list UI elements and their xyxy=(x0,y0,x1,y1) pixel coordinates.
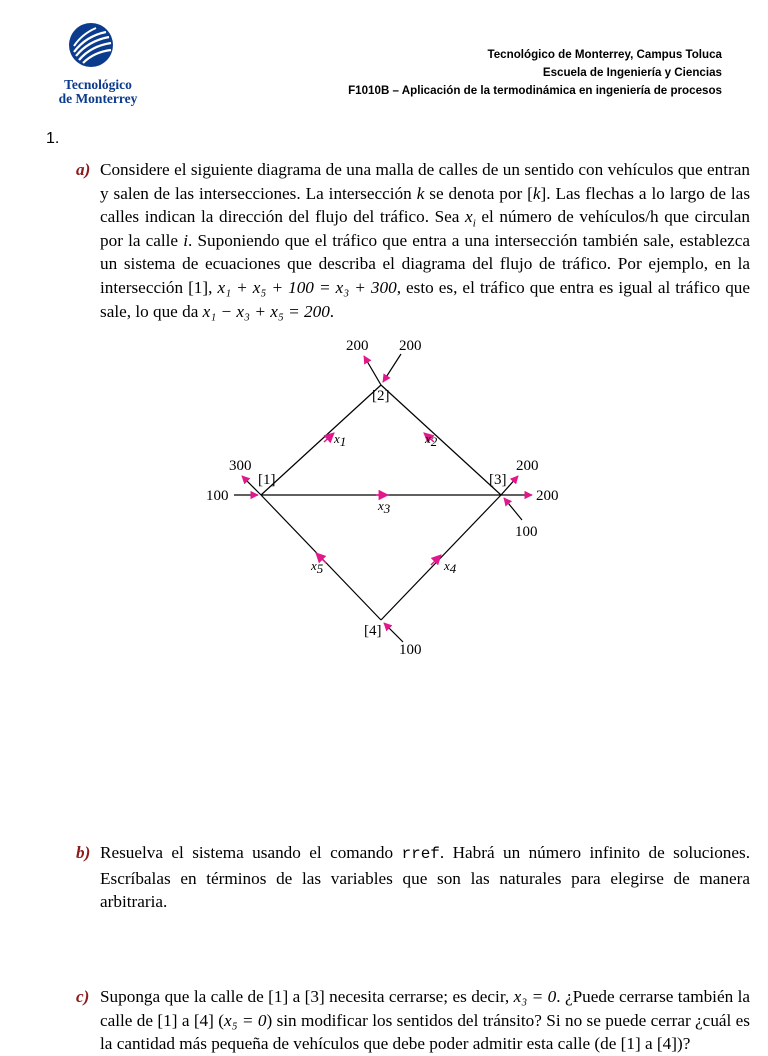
question-number: 1. xyxy=(46,130,60,147)
node-3-label: [3] xyxy=(489,472,507,488)
flow-in-n3-arrow xyxy=(504,498,522,520)
flow-label-n2-in: 200 xyxy=(399,338,422,354)
part-a-label: a) xyxy=(76,160,91,179)
institution-logo xyxy=(56,22,148,106)
logo-wordmark xyxy=(56,78,140,106)
flow-in-n2-arrow xyxy=(383,354,401,382)
var-x5-label: x5 xyxy=(311,558,324,576)
node-4-label: [4] xyxy=(364,623,382,639)
node-2-label: [2] xyxy=(372,388,390,404)
document-header xyxy=(348,46,722,100)
flow-label-n1-in: 100 xyxy=(206,488,229,504)
header-course: F1010B – Aplicación de la termodinámica en ingeniería de procesos xyxy=(348,84,722,97)
header-campus: Tecnológico de Monterrey, Campus Toluca xyxy=(487,48,722,61)
traffic-network-diagram xyxy=(196,330,566,660)
street-4-3 xyxy=(381,495,501,620)
result-equation: x₁ − x₃ + x₅ = 200 xyxy=(202,301,330,321)
street-1-2 xyxy=(261,385,381,495)
flow-label-n3-out-right: 200 xyxy=(536,488,559,504)
flow-label-n2-out: 200 xyxy=(346,338,369,354)
example-equation: x₁ + x₅ + 100 = x₃ + 300 xyxy=(217,277,397,297)
flow-in-n4-arrow xyxy=(384,623,403,642)
logo-emblem-icon xyxy=(66,22,116,68)
flow-label-n4-in: 100 xyxy=(399,642,422,658)
flow-label-n1-out: 300 xyxy=(229,458,252,474)
part-c-paragraph: c) Suponga que la calle de [1] a [3] necesita cerrarse; es decir, x₃ = 0. ¿Puede cerrarse también la calle de [1] a [4] (x₅ = 0) sin modificar los sentidos del tránsito? Si no se puede cerrar ¿cuál es la cantidad más pequeña de vehículos que debe poder admitir esta calle (de [1] a [4])? xyxy=(76,986,750,1054)
flow-out-n2-arrow xyxy=(364,356,381,385)
header-school: Escuela de Ingeniería y Ciencias xyxy=(542,66,722,79)
flow-label-n3-in: 100 xyxy=(515,524,538,540)
part-b-paragraph: b) Resuelva el sistema usando el comando rref. Habrá un número infinito de soluciones. Escríbalas en términos de las variables que son las naturales para elegirse de manera arbitraria. xyxy=(76,843,750,912)
node-1-label: [1] xyxy=(258,472,276,488)
var-x2-label: x2 xyxy=(425,431,438,449)
part-a-paragraph: a) Considere el siguiente diagrama de una malla de calles de un sentido con vehículos que entran y salen de las intersecciones. La intersección k se denota por [k]. Las flechas a lo largo de las calles indican la dirección del flujo del tráfico. Sea $x_i$ el número de vehículos/h que circulan por la calle i. Suponiendo que el tráfico que entra a una intersección también sale, establezca un sistema de ecuaciones que describa el diagrama del flujo de tráfico. Por ejemplo, en la intersección [1], x₁ + x₅ + 100 = x₃ + 300, esto es, el tráfico que entra es igual al tráfico que sale, lo que da x₁ − x₃ + x₅ = 200. xyxy=(76,160,751,321)
street-3-2 xyxy=(381,385,501,495)
part-b-label: b) xyxy=(76,843,91,863)
flow-label-n3-out-top: 200 xyxy=(516,458,539,474)
var-x3-label: x3 xyxy=(378,498,391,516)
rref-command: rref xyxy=(401,845,440,864)
logo-line-1: Tecnológico xyxy=(64,77,132,92)
x1-direction-arrow xyxy=(324,433,334,442)
logo-line-2: de Monterrey xyxy=(58,91,138,106)
var-x4-label: x4 xyxy=(444,558,457,576)
var-x1-label: x1 xyxy=(334,431,347,449)
part-c-label: c) xyxy=(76,986,90,1006)
